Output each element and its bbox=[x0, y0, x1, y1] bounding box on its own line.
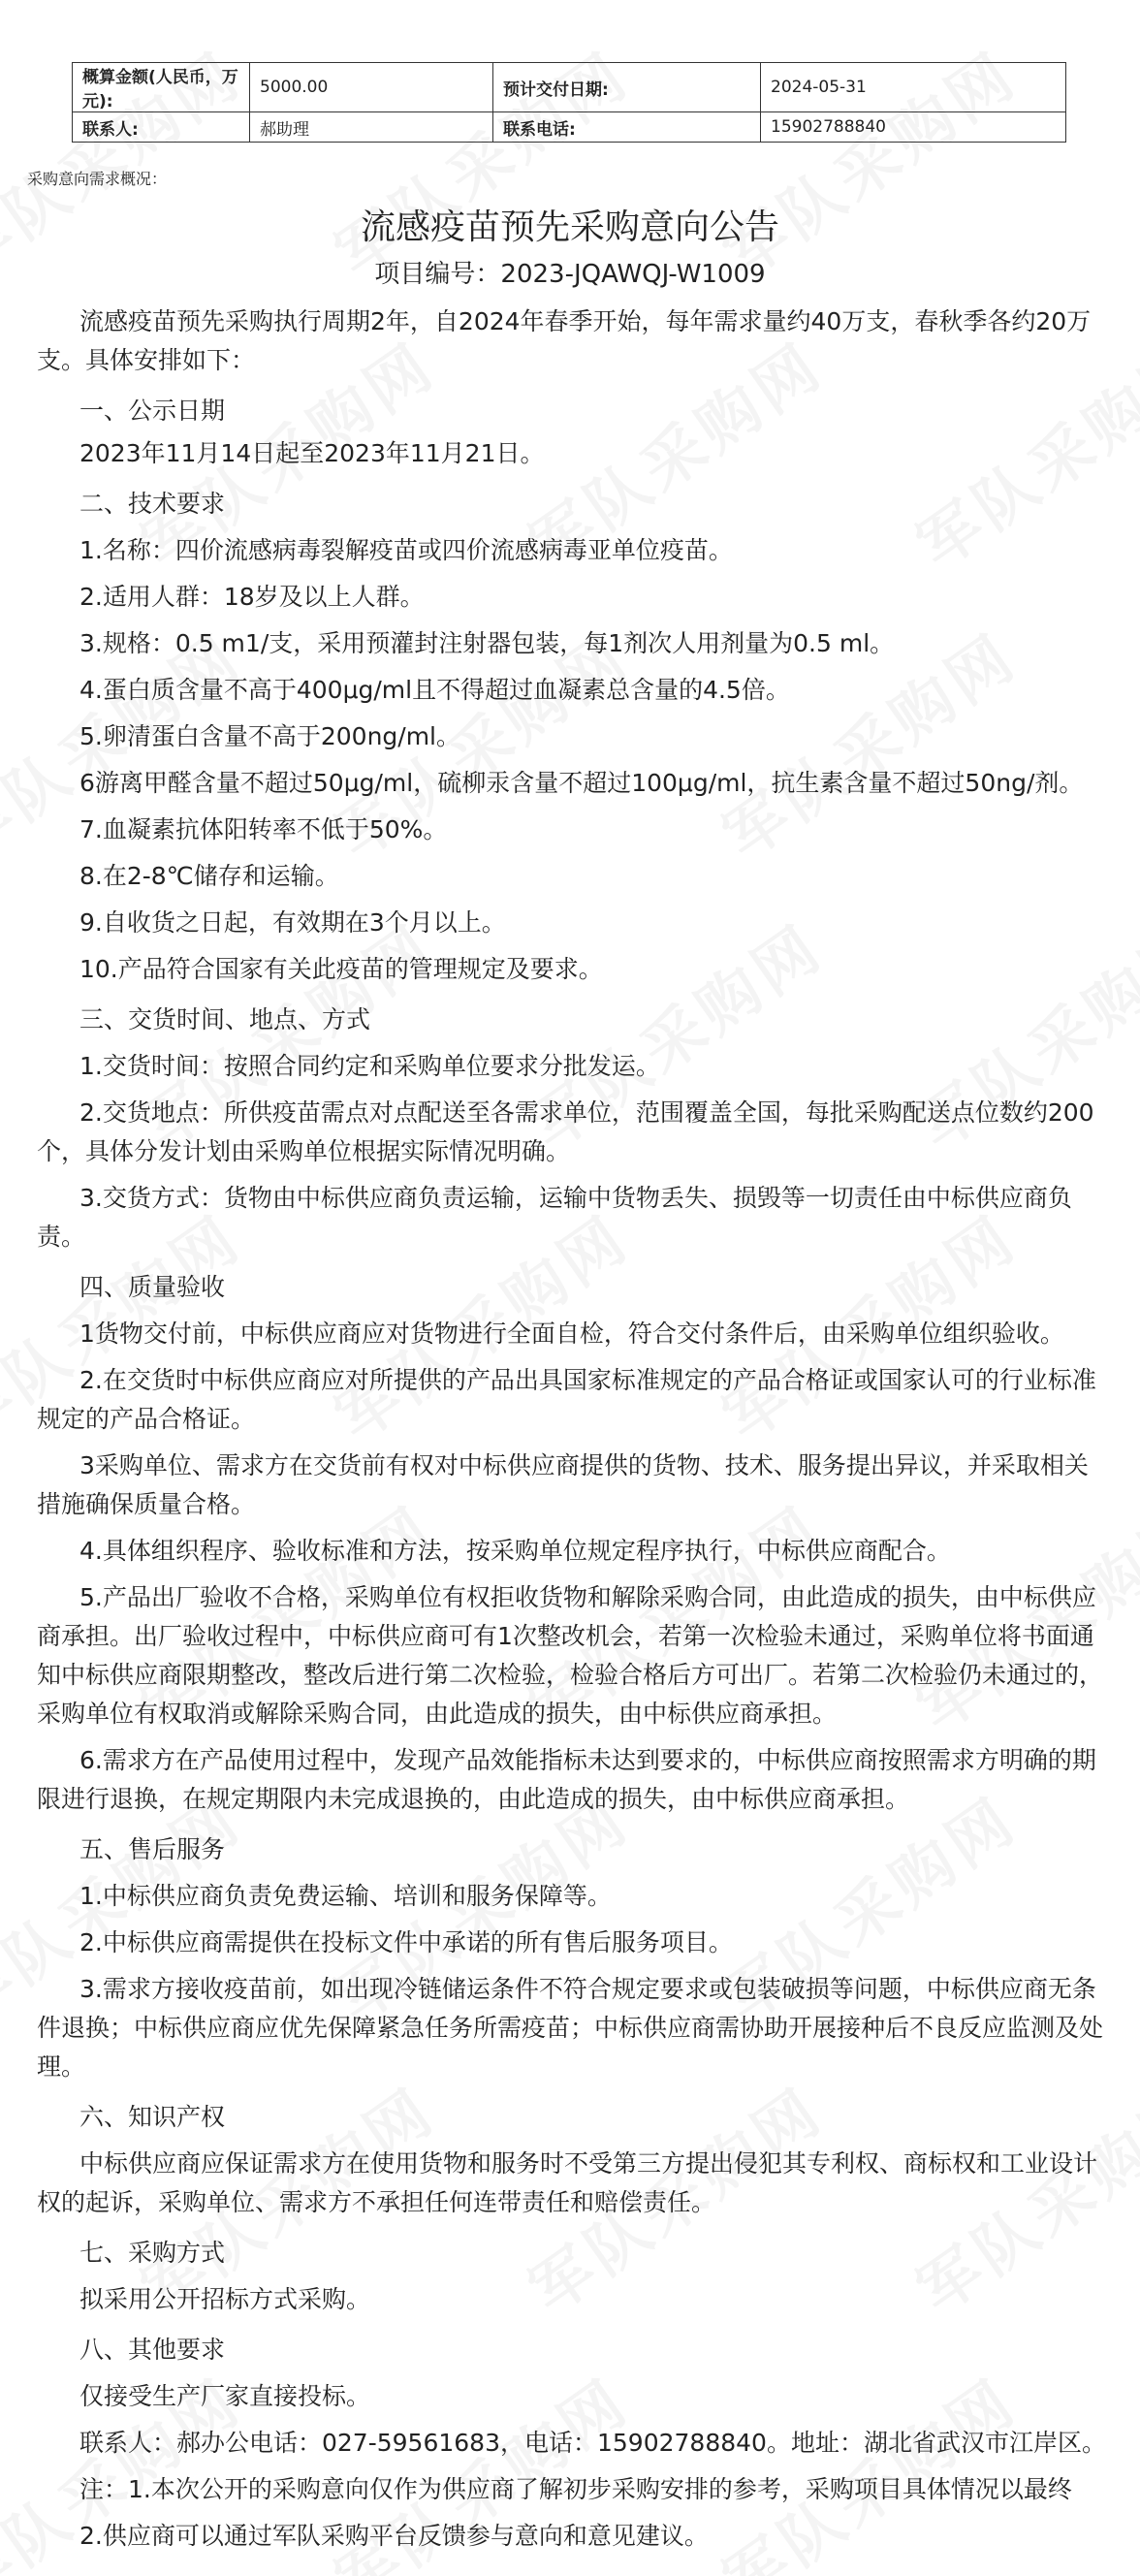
notice-body bbox=[37, 302, 1108, 2556]
list-item: 3.交货方式：货物由中标供应商负责运输，运输中货物丢失、损毁等一切责任由中标供应商负责。 bbox=[37, 1184, 1072, 1251]
contact-value: 郝助理 bbox=[250, 112, 493, 143]
list-item: 2.适用人群：18岁及以上人群。 bbox=[79, 583, 425, 611]
section-1-text: 2023年11月14日起至2023年11月21日。 bbox=[79, 439, 545, 467]
note-2: 2.供应商可以通过军队采购平台反馈参与意向和意见建议。 bbox=[79, 2522, 709, 2550]
budget-value: 5000.00 bbox=[250, 63, 493, 112]
procurement-info-table bbox=[72, 62, 1066, 143]
list-item: 2.交货地点：所供疫苗需点对点配送至各需求单位，范围覆盖全国，每批采购配送点位数约200个，具体分发计划由采购单位根据实际情况明确。 bbox=[37, 1098, 1094, 1165]
delivery-date-label: 预计交付日期: bbox=[493, 63, 761, 112]
list-item: 6.需求方在产品使用过程中，发现产品效能指标未达到要求的，中标供应商按照需求方明确的期限进行退换，在规定期限内未完成退换的，由此造成的损失，由中标供应商承担。 bbox=[37, 1746, 1096, 1813]
section-8-heading: 八、其他要求 bbox=[79, 2336, 226, 2364]
delivery-date-value: 2024-05-31 bbox=[761, 63, 1066, 112]
list-item: 4.具体组织程序、验收标准和方法，按采购单位规定程序执行，中标供应商配合。 bbox=[79, 1537, 951, 1565]
note-1: 注：1.本次公开的采购意向仅作为供应商了解初步采购安排的参考，采购项目具体情况以最终 bbox=[79, 2475, 1072, 2503]
notice-title: 流感疫苗预先采购意向公告 bbox=[360, 207, 779, 247]
intro-paragraph: 流感疫苗预先采购执行周期2年，自2024年春季开始，每年需求量约40万支，春秋季各约20万支。具体安排如下： bbox=[37, 307, 1092, 374]
section-6-heading: 六、知识产权 bbox=[79, 2103, 226, 2131]
section-7-heading: 七、采购方式 bbox=[79, 2239, 226, 2267]
budget-label: 概算金额(人民币，万元): bbox=[73, 63, 250, 112]
list-item: 2.中标供应商需提供在投标文件中承诺的所有售后服务项目。 bbox=[79, 1928, 733, 1956]
list-item: 1.中标供应商负责免费运输、培训和服务保障等。 bbox=[79, 1882, 612, 1910]
section-label: 采购意向需求概况： bbox=[27, 170, 168, 188]
list-item: 1.交货时间：按照合同约定和采购单位要求分批发运。 bbox=[79, 1052, 660, 1080]
list-item: 8.在2-8℃储存和运输。 bbox=[79, 862, 339, 890]
contact-label: 联系人: bbox=[73, 112, 250, 143]
list-item: 5.产品出厂验收不合格，采购单位有权拒收货物和解除采购合同，由此造成的损失，由中标供应商承担。出厂验收过程中，中标供应商可有1次整改机会，若第一次检验未通过，采购单位将书面通知中标供应商限期整改，整改后进行第二次检验，检验合格后方可出厂。若第二次检验仍未通过的，采购单位有权取消或解除采购合同，由此造成的损失，由中标供应商承担。 bbox=[37, 1583, 1104, 1728]
list-item: 2.在交货时中标供应商应对所提供的产品出具国家标准规定的产品合格证或国家认可的行业标准规定的产品合格证。 bbox=[37, 1366, 1096, 1433]
list-item: 4.蛋白质含量不高于400μg/ml且不得超过血凝素总含量的4.5倍。 bbox=[79, 676, 790, 704]
section-4-heading: 四、质量验收 bbox=[79, 1273, 226, 1301]
phone-value: 15902788840 bbox=[761, 112, 1066, 143]
list-item: 5.卵清蛋白含量不高于200ng/ml。 bbox=[79, 722, 461, 750]
section-2-list bbox=[37, 531, 1108, 989]
section-1-heading: 一、公示日期 bbox=[79, 397, 226, 425]
section-5-heading: 五、售后服务 bbox=[79, 1835, 226, 1863]
list-item: 3.规格：0.5 m1/支，采用预灌封注射器包装，每1剂次人用剂量为0.5 ml。 bbox=[79, 629, 895, 657]
section-7-text: 拟采用公开招标方式采购。 bbox=[79, 2285, 371, 2313]
list-item: 10.产品符合国家有关此疫苗的管理规定及要求。 bbox=[79, 955, 603, 983]
list-item: 3采购单位、需求方在交货前有权对中标供应商提供的货物、技术、服务提出异议，并采取相关措施确保质量合格。 bbox=[37, 1451, 1089, 1518]
phone-label: 联系电话: bbox=[493, 112, 761, 143]
list-item: 6游离甲醛含量不超过50μg/ml，硫柳汞含量不超过100μg/ml，抗生素含量不超过50ng/剂。 bbox=[79, 769, 1084, 797]
section-8-text: 仅接受生产厂家直接投标。 bbox=[79, 2382, 371, 2410]
project-number: 项目编号：2023-JQAWQJ-W1009 bbox=[374, 260, 766, 289]
list-item: 1.名称：四价流感病毒裂解疫苗或四价流感病毒亚单位疫苗。 bbox=[79, 536, 733, 564]
section-4-list bbox=[37, 1315, 1108, 1819]
section-6-text: 中标供应商应保证需求方在使用货物和服务时不受第三方提出侵犯其专利权、商标权和工业设计权的起诉，采购单位、需求方不承担任何连带责任和赔偿责任。 bbox=[37, 2149, 1098, 2216]
list-item: 7.血凝素抗体阳转率不低于50%。 bbox=[79, 815, 448, 843]
section-2-heading: 二、技术要求 bbox=[79, 490, 226, 518]
list-item: 3.需求方接收疫苗前，如出现冷链储运条件不符合规定要求或包装破损等问题，中标供应商无条件退换；中标供应商应优先保障紧急任务所需疫苗；中标供应商需协助开展接种后不良反应监测及处理。 bbox=[37, 1975, 1104, 2081]
list-item: 9.自收货之日起，有效期在3个月以上。 bbox=[79, 908, 506, 937]
section-3-list bbox=[37, 1047, 1108, 1256]
section-5-list bbox=[37, 1877, 1108, 2086]
section-3-heading: 三、交货时间、地点、方式 bbox=[79, 1005, 371, 1034]
list-item: 1货物交付前，中标供应商应对货物进行全面自检，符合交付条件后，由采购单位组织验收。 bbox=[79, 1320, 1064, 1348]
contact-paragraph: 联系人：郝办公电话：027-59561683，电话：15902788840。地址：湖北省武汉市江岸区。 bbox=[79, 2429, 1106, 2457]
